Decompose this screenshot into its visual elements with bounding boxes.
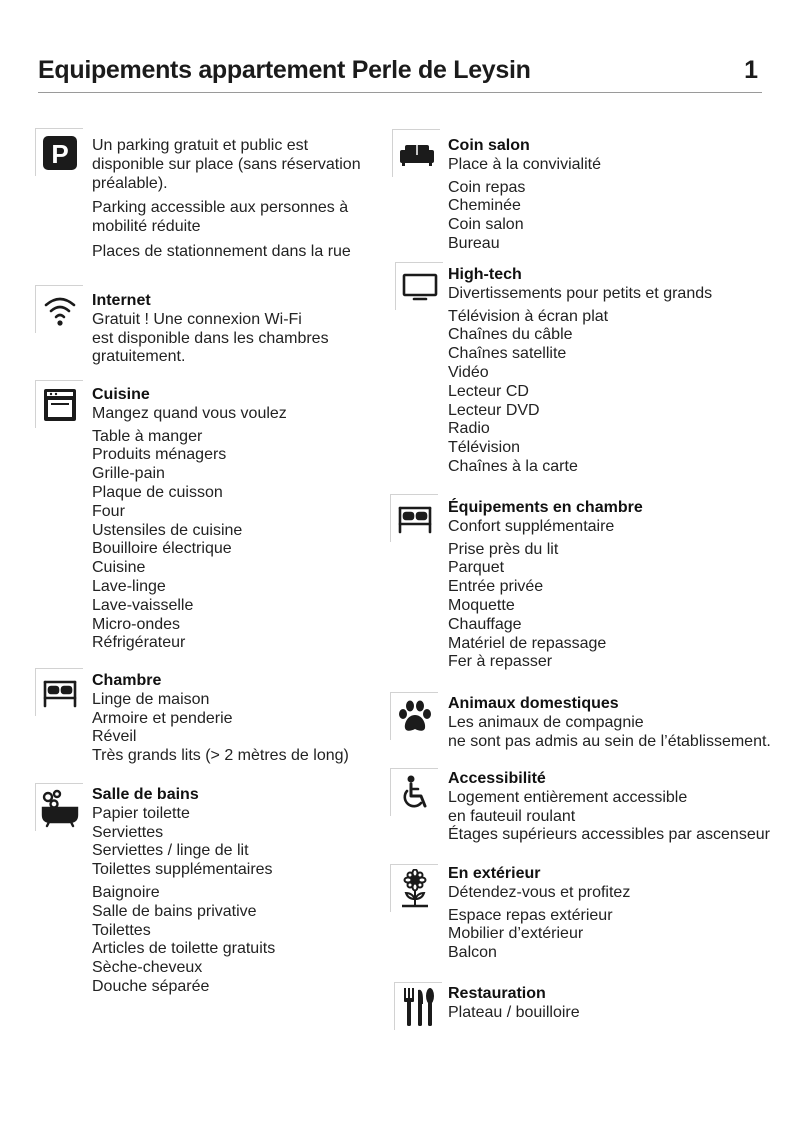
- chambre-item: Armoire et penderie: [92, 709, 233, 727]
- salle-de-bains-section: [92, 786, 382, 997]
- tv-icon: [401, 271, 439, 303]
- cuisine-item: Bouilloire électrique: [92, 540, 232, 558]
- high-tech-item: Télévision: [448, 439, 521, 457]
- high-tech-item: Lecteur CD: [448, 382, 529, 400]
- page-number: 1: [744, 56, 758, 84]
- high-tech-subtitle: Divertissements pour petits et grands: [448, 284, 713, 302]
- animaux-section: [448, 695, 778, 751]
- bed-icon: [41, 676, 79, 710]
- coin-salon-title: Coin salon: [448, 137, 530, 154]
- coin-salon-item: Coin repas: [448, 178, 526, 196]
- salle-de-bains-item: Baignoire: [92, 883, 160, 901]
- accessibilite-line: Logement entièrement accessible: [448, 788, 688, 806]
- utensils-icon-box: [394, 982, 442, 1030]
- high-tech-item: Chaînes à la carte: [448, 457, 578, 475]
- salle-de-bains-item: Papier toilette: [92, 804, 190, 822]
- equipements-chambre-item: Matériel de repassage: [448, 634, 607, 652]
- wifi-icon-box: [35, 285, 83, 333]
- cuisine-item: Réfrigérateur: [92, 634, 186, 652]
- bed-icon: [396, 502, 434, 536]
- accessibilite-line: Étages supérieurs accessibles par ascenseur: [448, 826, 770, 844]
- equipements-chambre-section: [448, 499, 768, 672]
- parking-line: Parking accessible aux personnes à: [92, 199, 349, 217]
- equipements-chambre-item: Fer à repasser: [448, 653, 553, 671]
- flower-icon-box: [390, 864, 438, 912]
- equipements-chambre-item: Parquet: [448, 559, 505, 577]
- flower-icon: [397, 869, 433, 909]
- coin-salon-subtitle: Place à la convivialité: [448, 155, 601, 173]
- utensils-icon: [401, 986, 437, 1028]
- accessibilite-line: en fauteuil roulant: [448, 807, 576, 825]
- chambre-item: Très grands lits (> 2 mètres de long): [92, 747, 349, 765]
- oven-icon-box: [35, 380, 83, 428]
- wheelchair-icon: [397, 774, 433, 812]
- salle-de-bains-item: Toilettes supplémentaires: [92, 861, 273, 879]
- cuisine-item: Micro-ondes: [92, 615, 181, 633]
- internet-section: [92, 292, 382, 367]
- internet-line: est disponible dans les chambres: [92, 329, 329, 347]
- exterieur-section: [448, 865, 778, 963]
- cuisine-section: [92, 386, 382, 653]
- bed-icon-box: [35, 668, 83, 716]
- bathtub-icon-box: [35, 783, 83, 831]
- high-tech-section: [448, 266, 768, 477]
- internet-line: gratuitement.: [92, 348, 186, 366]
- high-tech-item: Lecteur DVD: [448, 401, 540, 419]
- parking-line: Un parking gratuit et public est: [92, 137, 309, 154]
- equipements-chambre-subtitle: Confort supplémentaire: [448, 517, 615, 535]
- high-tech-item: Chaînes du câble: [448, 326, 573, 344]
- coin-salon-item: Bureau: [448, 234, 500, 252]
- coin-salon-section: [448, 137, 768, 254]
- restauration-title: Restauration: [448, 985, 546, 1002]
- chambre-section: [92, 672, 382, 766]
- coin-salon-item: Cheminée: [448, 197, 521, 215]
- salle-de-bains-title: Salle de bains: [92, 786, 199, 803]
- animaux-line: Les animaux de compagnie: [448, 713, 644, 731]
- cuisine-subtitle: Mangez quand vous voulez: [92, 404, 287, 422]
- salle-de-bains-item: Douche séparée: [92, 977, 210, 995]
- animaux-title: Animaux domestiques: [448, 695, 619, 712]
- internet-title: Internet: [92, 292, 151, 309]
- wheelchair-icon-box: [390, 768, 438, 816]
- room-bed-icon-box: [390, 494, 438, 542]
- chambre-item: Linge de maison: [92, 690, 210, 708]
- salle-de-bains-item: Salle de bains privative: [92, 902, 257, 920]
- salle-de-bains-item: Serviettes / linge de lit: [92, 842, 249, 860]
- cuisine-title: Cuisine: [92, 386, 150, 403]
- internet-line: Gratuit ! Une connexion Wi-Fi: [92, 310, 302, 328]
- bathtub-icon: [40, 788, 80, 828]
- high-tech-title: High-tech: [448, 266, 522, 283]
- cuisine-item: Four: [92, 502, 125, 520]
- tv-icon-box: [395, 262, 443, 310]
- exterieur-title: En extérieur: [448, 865, 541, 882]
- accessibilite-section: [448, 770, 778, 845]
- equipements-chambre-item: Prise près du lit: [448, 540, 559, 558]
- cuisine-item: Produits ménagers: [92, 446, 227, 464]
- chambre-title: Chambre: [92, 672, 162, 689]
- salle-de-bains-item: Sèche-cheveux: [92, 959, 203, 977]
- chambre-item: Réveil: [92, 728, 137, 746]
- equipements-chambre-title: Équipements en chambre: [448, 499, 643, 516]
- restauration-section: [448, 985, 778, 1023]
- parking-line: Places de stationnement dans la rue: [92, 242, 351, 260]
- high-tech-item: Vidéo: [448, 363, 489, 381]
- salle-de-bains-item: Serviettes: [92, 823, 164, 841]
- wifi-icon: [42, 292, 78, 328]
- parking-icon-box: [35, 128, 83, 176]
- equipements-chambre-item: Chauffage: [448, 615, 522, 633]
- sofa-icon: [398, 139, 436, 169]
- salle-de-bains-item: Toilettes: [92, 921, 151, 939]
- accessibilite-title: Accessibilité: [448, 770, 546, 787]
- high-tech-item: Télévision à écran plat: [448, 307, 609, 325]
- cuisine-item: Plaque de cuisson: [92, 483, 223, 501]
- high-tech-item: Radio: [448, 420, 490, 438]
- cuisine-item: Ustensiles de cuisine: [92, 521, 243, 539]
- page-title: Equipements appartement Perle de Leysin: [38, 56, 531, 84]
- high-tech-item: Chaînes satellite: [448, 345, 567, 363]
- cuisine-item: Grille-pain: [92, 465, 165, 483]
- svg-text:P: P: [50, 138, 69, 169]
- cuisine-item: Lave-vaisselle: [92, 596, 194, 614]
- sofa-icon-box: [392, 129, 440, 177]
- page-header: [38, 52, 762, 93]
- cuisine-item: Table à manger: [92, 427, 203, 445]
- salle-de-bains-item: Articles de toilette gratuits: [92, 940, 276, 958]
- restauration-line: Plateau / bouilloire: [448, 1003, 580, 1021]
- cuisine-item: Cuisine: [92, 559, 146, 577]
- cuisine-item: Lave-linge: [92, 577, 166, 595]
- parking-icon: [42, 135, 78, 171]
- coin-salon-item: Coin salon: [448, 216, 524, 234]
- equipements-chambre-item: Entrée privée: [448, 578, 544, 596]
- equipements-chambre-item: Moquette: [448, 596, 515, 614]
- parking-line: préalable).: [92, 174, 168, 192]
- oven-icon: [42, 387, 78, 423]
- exterieur-subtitle: Détendez-vous et profitez: [448, 883, 631, 901]
- parking-section: [92, 137, 382, 262]
- parking-line: mobilité réduite: [92, 218, 201, 236]
- exterieur-item: Balcon: [448, 944, 497, 962]
- animaux-line: ne sont pas admis au sein de l’établissement.: [448, 732, 771, 750]
- exterieur-item: Mobilier d’extérieur: [448, 925, 584, 943]
- exterieur-item: Espace repas extérieur: [448, 906, 613, 924]
- paw-icon-box: [390, 692, 438, 740]
- paw-icon: [396, 698, 434, 736]
- parking-line: disponible sur place (sans réservation: [92, 155, 361, 173]
